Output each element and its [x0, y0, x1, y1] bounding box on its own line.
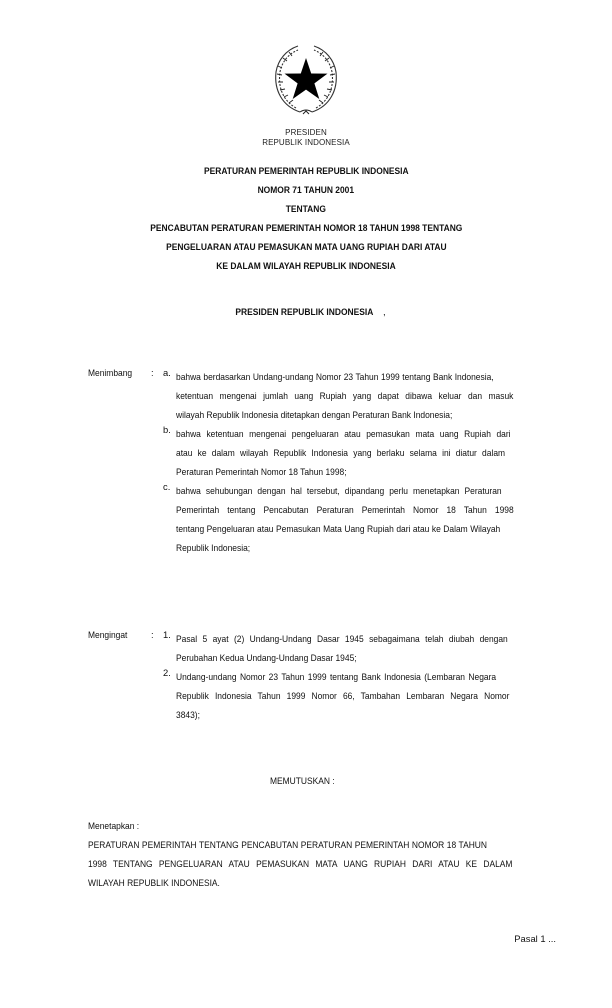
title-tentang: TENTANG	[285, 204, 327, 215]
menimbang-item-a-marker: a.	[163, 367, 171, 378]
title-regulation-number: NOMOR 71 TAHUN 2001	[257, 185, 355, 196]
menetapkan-text: PERATURAN PEMERINTAH TENTANG PENCABUTAN PERATURAN PEMERINTAH NOMOR 18 TAHUN 1998 TENTANG PENGELUARAN ATAU PEMASUKAN MATA UANG RUPIAH DARI ATAU KE DALAM WILAYAH REPUBLIK INDONESIA.	[88, 839, 513, 888]
menetapkan-label: Menetapkan :	[88, 820, 140, 831]
menimbang-item-c-marker: c.	[163, 481, 171, 492]
next-page-reference: Pasal 1 ...	[514, 933, 556, 944]
menimbang-item-c-text: bahwa sehubungan dengan hal tersebut, dipandang perlu menetapkan Peraturan Pemerintah tentang Pencabutan Peraturan Pemerintah Nomor 18 Tahun 1998 tentang Pengeluaran atau Pemasukan Mata Uang Rupiah dari atau ke Dalam Wilayah Republik Indonesia;	[176, 485, 514, 553]
menimbang-item-a-text: bahwa berdasarkan Undang-undang Nomor 23 Tahun 1999 tentang Bank Indonesia, ketentuan mengenai jumlah uang Rupiah yang dapat dibawa keluar dan masuk wilayah Republik Indonesia ditetapkan dengan Peraturan Bank Indonesia;	[176, 371, 514, 420]
mengingat-item-2-text: Undang-undang Nomor 23 Tahun 1999 tentang Bank Indonesia (Lembaran Negara Republik Indonesia Tahun 1999 Nomor 66, Tambahan Lembaran Negara Nomor 3843);	[176, 671, 510, 720]
mengingat-item-1-text: Pasal 5 ayat (2) Undang-Undang Dasar 1945 sebagaimana telah diubah dengan Perubahan Kedua Undang-Undang Dasar 1945;	[176, 633, 508, 663]
emblem-caption-presiden: PRESIDEN	[285, 128, 327, 137]
menimbang-colon: :	[151, 367, 154, 378]
mengingat-colon: :	[151, 629, 154, 640]
mengingat-item-2-marker: 2.	[163, 667, 171, 678]
garuda-emblem-icon	[270, 42, 342, 118]
title-subject-line-3: KE DALAM WILAYAH REPUBLIK INDONESIA	[216, 261, 396, 272]
title-regulation-name: PERATURAN PEMERINTAH REPUBLIK INDONESIA	[203, 166, 409, 177]
mengingat-item-1-marker: 1.	[163, 629, 171, 640]
emblem-caption-republik: REPUBLIK INDONESIA	[262, 138, 350, 147]
menimbang-label: Menimbang	[88, 367, 133, 378]
issuer-heading: PRESIDEN REPUBLIK INDONESIA ,	[235, 307, 386, 318]
mengingat-label: Mengingat	[88, 629, 128, 640]
title-subject-line-1: PENCABUTAN PERATURAN PEMERINTAH NOMOR 18 TAHUN 1998 TENTANG	[149, 223, 463, 234]
menimbang-item-b-marker: b.	[163, 424, 171, 435]
memutuskan-heading: MEMUTUSKAN :	[270, 775, 335, 786]
title-subject-line-2: PENGELUARAN ATAU PEMASUKAN MATA UANG RUPIAH DARI ATAU	[165, 242, 447, 253]
menimbang-item-b-text: bahwa ketentuan mengenai pengeluaran atau pemasukan mata uang Rupiah dari atau ke dalam wilayah Republik Indonesia yang berlaku selama ini diatur dalam Peraturan Pemerintah Nomor 18 Tahun 1998;	[176, 428, 511, 477]
